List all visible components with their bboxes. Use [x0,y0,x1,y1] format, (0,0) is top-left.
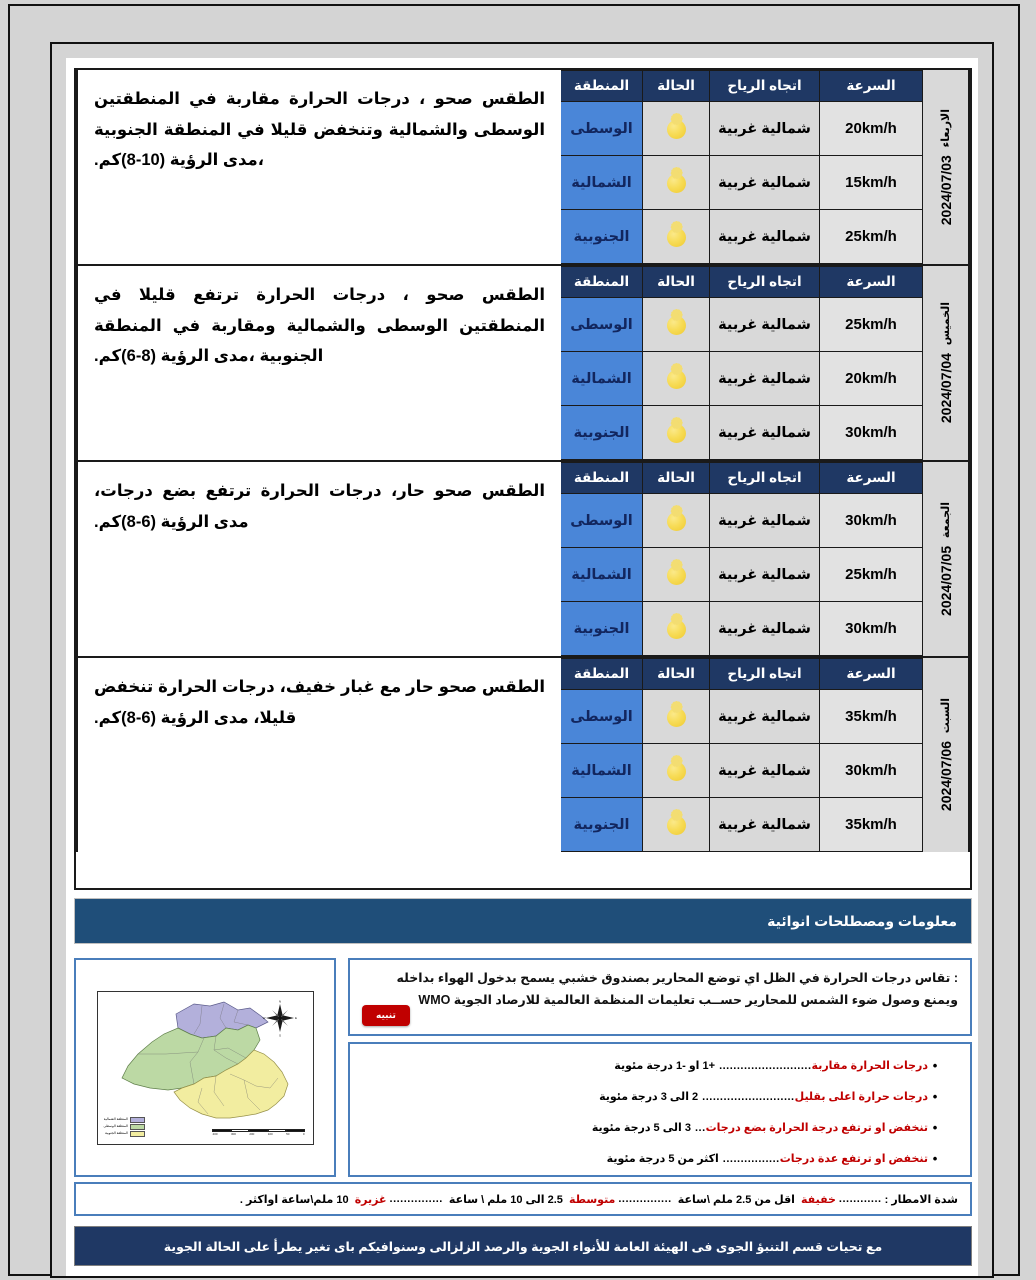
legend-swatch [130,1131,145,1137]
conditions-grid [561,462,923,656]
compass-rose-icon [262,999,296,1037]
temperature-terms-panel [348,1042,972,1177]
definition-dots: .......................... [719,1059,812,1072]
wind-direction-cell: شمالية غربية [710,298,820,352]
header-wind-direction: اتجاه الرياح [710,71,820,102]
footer-banner [74,1226,972,1266]
day-description-text: الطقس صحو حار، درجات الحرارة ترتفع بضع درجات، مدى الرؤية (6-8)كم. [94,482,545,531]
conditions-grid [561,70,923,264]
page-outer-border [8,4,1020,1276]
scale-label: 50 [286,1131,290,1136]
definition-value: 2 الى 3 درجة مئوية [599,1091,699,1103]
definition-dots: ................ [722,1152,780,1165]
iraq-regions-map-panel [74,958,336,1177]
day-description-cell [76,70,561,264]
wind-direction-cell: شمالية غربية [710,406,820,460]
region-cell: الوسطى [561,494,643,548]
map-legend-item [104,1124,145,1130]
header-state: الحالة [643,659,710,690]
bullet-icon: • [932,1089,938,1104]
table-row [561,494,923,548]
header-wind-direction: اتجاه الرياح [710,463,820,494]
rain-intensity-panel [74,1182,972,1216]
list-item [370,1050,942,1081]
definition-dots: ... [694,1121,706,1134]
region-cell: الوسطى [561,102,643,156]
date-cell [923,266,970,460]
map-scale-bar [213,1129,305,1136]
date-cell [923,658,970,852]
region-cell: الوسطى [561,298,643,352]
definition-term: تنخفض او ترتفع درجة الحرارة بضع درجات [705,1122,928,1134]
definition-value: +1 او -1 درجة مئوية [614,1060,716,1072]
sun-icon [653,805,699,845]
wind-direction-cell: شمالية غربية [710,602,820,656]
table-row [561,744,923,798]
wind-speed-cell: 35km/h [820,690,923,744]
weather-state-cell [643,156,710,210]
date-label: الجمعة 2024/07/05 [937,502,954,616]
list-item [370,1081,942,1112]
header-wind-direction: اتجاه الرياح [710,659,820,690]
wind-direction-cell: شمالية غربية [710,690,820,744]
sun-icon [653,751,699,791]
rain-label: شدة الامطار : [884,1193,958,1206]
wind-direction-cell: شمالية غربية [710,548,820,602]
sun-icon [653,555,699,595]
day-forecast-block [76,266,970,462]
scale-label: 100 [267,1131,273,1136]
sun-icon [653,163,699,203]
date-label: الخميس 2024/07/04 [937,302,954,424]
definition-term: درجات حرارة اعلى بقليل [794,1091,928,1103]
weather-state-cell [643,690,710,744]
conditions-grid [561,266,923,460]
info-section-banner [74,898,972,944]
wind-direction-cell: شمالية غربية [710,494,820,548]
day-description-text: الطقس صحو ، درجات الحرارة ترتفع قليلا في المنطقتين الوسطى والشمالية ومقاربة في المنطقة الجنوبية ،مدى الرؤية (8-6)كم. [94,286,545,366]
sun-icon [653,413,699,453]
table-row [561,406,923,460]
weather-state-cell [643,210,710,264]
scale-label: 200 [249,1131,255,1136]
definition-value: 3 الى 5 درجة مئوية [591,1122,691,1134]
table-row [561,798,923,852]
table-row [561,602,923,656]
definition-dots: .......................... [702,1090,795,1103]
weather-state-cell [643,102,710,156]
notice-badge: تنبيه [362,1005,410,1026]
definition-term: درجات الحرارة مقاربة [811,1060,928,1072]
region-cell: الجنوبية [561,602,643,656]
wind-speed-cell: 30km/h [820,406,923,460]
day-forecast-block [76,70,970,266]
legend-label: المنطقة الشمالية [103,1116,128,1121]
page-content [66,58,978,1276]
header-speed: السرعة [820,463,923,494]
rain-value: 2.5 الى 10 ملم \ ساعة [445,1193,566,1206]
svg-text:N: N [278,999,281,1003]
wind-speed-cell: 15km/h [820,156,923,210]
day-description-cell [76,658,561,852]
header-region: المنطقة [561,463,643,494]
legend-label: المنطقة الوسطى [103,1123,128,1128]
header-speed: السرعة [820,71,923,102]
map-legend-item [104,1131,145,1137]
scale-label: 0 [302,1131,305,1136]
header-state: الحالة [643,463,710,494]
sun-icon [653,359,699,399]
legend-swatch [130,1117,145,1123]
region-cell: الجنوبية [561,798,643,852]
weather-state-cell [643,352,710,406]
table-row [561,548,923,602]
day-description-cell [76,462,561,656]
header-region: المنطقة [561,267,643,298]
map-scale-labels [213,1132,305,1136]
rain-term: متوسطة [568,1193,616,1206]
map-legend [104,1117,145,1138]
wind-direction-cell: شمالية غربية [710,798,820,852]
header-speed: السرعة [820,659,923,690]
list-item [370,1112,942,1143]
wind-direction-cell: شمالية غربية [710,156,820,210]
header-state: الحالة [643,267,710,298]
svg-text:E: E [294,1015,297,1020]
day-forecast-block [76,658,970,852]
table-row [561,210,923,264]
wind-speed-cell: 25km/h [820,548,923,602]
rain-value: اقل من 2.5 ملم \ساعة [674,1193,798,1206]
header-region: المنطقة [561,71,643,102]
rain-term: غزيرة [354,1193,387,1206]
region-cell: الجنوبية [561,406,643,460]
map-legend-item [104,1117,145,1123]
rain-dots: ............... [389,1193,443,1205]
header-region: المنطقة [561,659,643,690]
header-speed: السرعة [820,267,923,298]
sun-icon [653,501,699,541]
banner-title: معلومات ومصطلحات انوائية [767,912,957,929]
header-wind-direction: اتجاه الرياح [710,267,820,298]
region-cell: الشمالية [561,156,643,210]
wind-speed-cell: 25km/h [820,210,923,264]
weather-state-cell [643,298,710,352]
svg-text:S: S [278,1033,281,1037]
scale-label: 400 [212,1131,218,1136]
bullet-icon: • [932,1151,938,1166]
date-cell [923,70,970,264]
day-description-text: الطقس صحو حار مع غبار خفيف، درجات الحرارة تنخفض قليلا، مدى الرؤية (6-8)كم. [94,678,545,727]
sun-icon [653,217,699,257]
sun-icon [653,305,699,345]
sun-icon [653,609,699,649]
definition-value: اكثر من 5 درجة مئوية [606,1153,719,1165]
wind-speed-cell: 30km/h [820,494,923,548]
date-label: السبت 2024/07/06 [937,698,954,812]
table-row [561,298,923,352]
wind-speed-cell: 20km/h [820,352,923,406]
region-cell: الشمالية [561,352,643,406]
wind-speed-cell: 25km/h [820,298,923,352]
wind-speed-cell: 35km/h [820,798,923,852]
footer-text: مع تحيات قسم التنبؤ الجوى فى الهيئة العامة للأنواء الجوية والرصد الزلزالى وسنوافيكم باى تغير يطرأ على الحالة الجوية [163,1239,883,1254]
conditions-grid [561,658,923,852]
wind-speed-cell: 30km/h [820,744,923,798]
day-forecast-block [76,462,970,658]
table-row [561,690,923,744]
day-description-cell [76,266,561,460]
forecast-table [74,68,972,890]
region-cell: الشمالية [561,744,643,798]
page-middle-border [50,42,994,1278]
region-cell: الجنوبية [561,210,643,264]
day-description-text: الطقس صحو ، درجات الحرارة مقاربة في المنطقتين الوسطى والشمالية وتنخفض قليلا في المنطقة الجنوبية ،مدى الرؤية (10-8)كم. [94,90,545,170]
rain-term: خفيفة [800,1193,836,1206]
region-cell: الشمالية [561,548,643,602]
rain-dots: ............ [838,1193,882,1205]
list-item [370,1143,942,1174]
bullet-icon: • [932,1058,938,1073]
table-row [561,156,923,210]
bullet-icon: • [932,1120,938,1135]
weather-state-cell [643,494,710,548]
wind-direction-cell: شمالية غربية [710,352,820,406]
date-cell [923,462,970,656]
weather-state-cell [643,548,710,602]
weather-state-cell [643,744,710,798]
legend-label: المنطقة الجنوبية [104,1130,128,1135]
table-row [561,352,923,406]
svg-text:W: W [262,1015,265,1020]
wind-direction-cell: شمالية غربية [710,210,820,264]
header-state: الحالة [643,71,710,102]
region-cell: الوسطى [561,690,643,744]
definition-term: تنخفض او ترتفع عدة درجات [779,1153,928,1165]
wind-speed-cell: 20km/h [820,102,923,156]
sun-icon [653,697,699,737]
weather-state-cell [643,602,710,656]
notice-text: : تقاس درجات الحرارة في الظل اي توضع المحارير بصندوق خشبي يسمح بدخول الهواء بداخله ويمنع وصول ضوء الشمس للمحارير حســب تعليمات المنظمة العالمية للارصاد الجوية WMO [396,971,958,1007]
measurement-notice-panel [348,958,972,1036]
scale-label: 300 [230,1131,236,1136]
wind-speed-cell: 30km/h [820,602,923,656]
weather-state-cell [643,798,710,852]
wind-direction-cell: شمالية غربية [710,744,820,798]
date-label: الاربعاء 2024/07/03 [937,108,954,226]
rain-value: 10 ملم\ساعة اواكثر . [236,1193,352,1206]
iraq-map-image [97,991,314,1145]
wind-direction-cell: شمالية غربية [710,102,820,156]
legend-swatch [130,1124,145,1130]
rain-dots: ............... [618,1193,672,1205]
sun-icon [653,109,699,149]
weather-state-cell [643,406,710,460]
table-row [561,102,923,156]
